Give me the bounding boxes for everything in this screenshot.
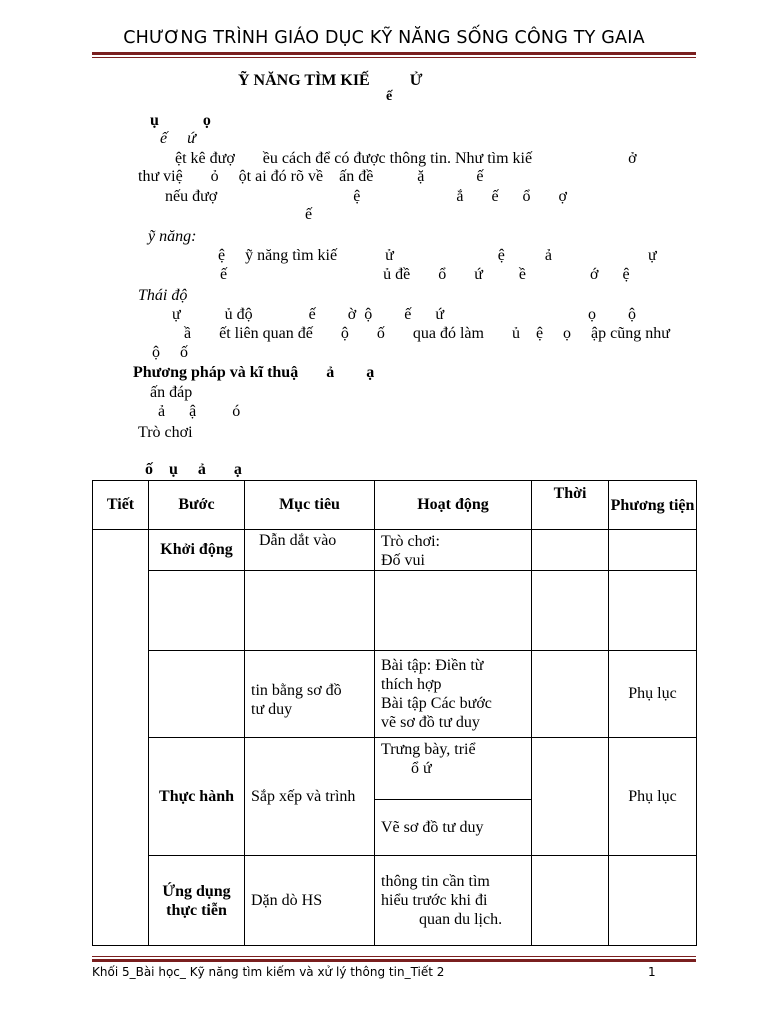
col-header-hoatdong: Hoạt động [375,481,532,530]
activity-cell [375,738,532,856]
table-row [93,571,697,651]
time-cell [532,571,609,651]
activity-line: Trò chơi: [381,533,440,550]
lesson-title-fragment: ế [386,89,393,104]
step-line: Ứng dụng [162,882,231,900]
activity-line: Bài tập Các bước [381,695,492,712]
table-header-row [93,481,697,530]
media-cell [609,530,697,571]
footer-rule-thick [92,959,696,962]
table-row [93,530,697,571]
objective-cell [245,651,375,738]
knowledge-line-2: thư việ ỏ ột ai đó rõ về ấn đề ặ ế [138,168,484,185]
knowledge-line-3: nếu đượ ệ ắ ế ổ ợ [165,188,567,205]
knowledge-line-1: ệt kê đượ ều cách để có được thông tin. Như tìm kiế ở [175,150,637,167]
skills-line-1: ệ ỹ năng tìm kiế ử ệ ả ự [218,247,657,264]
lesson-title: Ỹ NĂNG TÌM KIẾ Ử [238,72,423,89]
table-row [93,738,697,856]
footer-text: Khối 5_Bài học_ Kỹ năng tìm kiếm và xử lý thông tin_Tiết 2 [92,965,445,979]
objectives-heading: ụ ọ [150,112,211,129]
activity-line: thích hợp [381,676,442,693]
objective-text: Dẫn dắt vào [259,532,337,549]
activity-cell [375,571,532,651]
attitude-line-1: ự ủ độ ế ờ ộ ế ứ ọ ộ [172,306,637,323]
header-rule-thin [92,57,696,58]
header-rule-thick [92,52,696,55]
table-row [93,856,697,946]
media-text: Phụ lục [628,787,677,805]
objective-line: tư duy [251,701,293,718]
col-header-thoi [532,481,609,530]
table-row [93,651,697,738]
activity-line: ổ ứ [411,760,432,777]
col-header-thoi-text: Thời [553,485,587,502]
objective-cell [245,856,375,946]
time-cell [532,530,609,571]
method-item-2: ả ậ ó [158,403,241,420]
step-cell [149,738,245,856]
activity-line: thông tin cần tìm [381,873,490,890]
lesson-plan-table [92,480,697,946]
skills-heading: ỹ năng: [148,228,197,245]
col-header-tiet: Tiết [93,481,149,530]
activity-line: Vẽ sơ đồ tư duy [381,819,484,836]
col-header-buoc: Bước [149,481,245,530]
activity-line: Trưng bày, triể [381,741,476,758]
page-number: 1 [648,965,656,979]
media-cell [609,651,697,738]
col-header-phuongtien: Phương tiện [609,481,697,530]
objective-text: Dặn dò HS [251,891,323,909]
activity-subcell [375,738,531,800]
attitude-line-3: ộ ố [152,344,188,361]
media-cell [609,738,697,856]
activity-cell [375,530,532,571]
header-title: CHƯƠNG TRÌNH GIÁO DỤC KỸ NĂNG SỐNG CÔNG TY GAIA [123,28,645,48]
step-line: thực tiễn [166,901,227,919]
media-cell [609,571,697,651]
attitude-line-2: ầ ết liên quan đế ộ ố qua đó làm ủ ệ ọ ập cũng như [184,325,670,342]
objective-cell [245,530,375,571]
step-cell [149,651,245,738]
step-label: Khởi động [160,541,233,558]
activity-cell [375,856,532,946]
table-heading: ố ụ ả ạ [145,461,242,478]
tiet-cell [93,530,149,946]
time-cell [532,738,609,856]
step-cell [149,530,245,571]
knowledge-line-4: ế [305,206,313,223]
objective-cell [245,571,375,651]
objective-line: tin bằng sơ đồ [251,682,342,699]
step-label: Thực hành [159,787,234,805]
objective-text: Sắp xếp và trình [251,787,356,805]
step-cell [149,571,245,651]
activity-cell [375,651,532,738]
activity-line: hiểu trước khi đi [381,892,488,909]
skills-line-2: ế ủ đề ổ ứ ề ớ ệ [220,266,630,283]
activity-subcell [375,800,531,854]
method-item-3: Trò chơi [138,424,193,441]
footer-rule-thin [92,956,696,957]
knowledge-heading: ế ứ [160,130,196,147]
media-text: Phụ lục [628,685,677,702]
media-cell [609,856,697,946]
activity-line: quan du lịch. [419,911,503,928]
objective-cell [245,738,375,856]
activity-line: Đố vui [381,552,425,569]
time-cell [532,856,609,946]
activity-line: vẽ sơ đồ tư duy [381,714,480,731]
activity-line: Bài tập: Điền từ [381,657,484,674]
time-cell [532,651,609,738]
methods-heading: Phương pháp và kĩ thuậ ả ạ [133,364,375,381]
col-header-muctieu: Mục tiêu [245,481,375,530]
method-item-1: ấn đáp [150,384,193,401]
step-cell [149,856,245,946]
attitude-heading: Thái độ [138,287,188,304]
